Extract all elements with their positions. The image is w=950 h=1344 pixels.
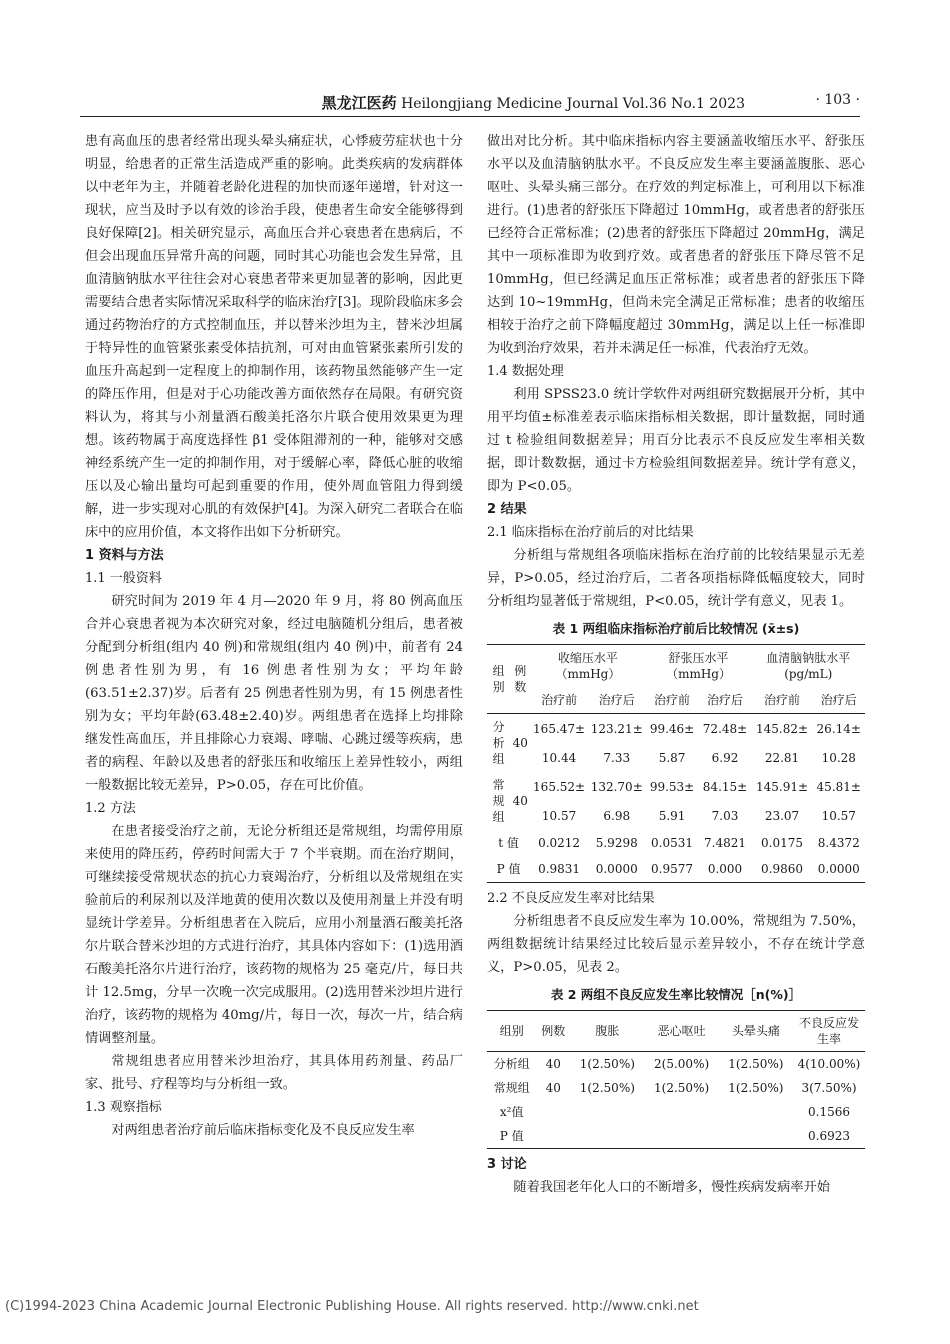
t1-cell: 0.9831	[538, 862, 581, 876]
section-1-3-heading: 1.3 观察指标	[85, 1100, 162, 1115]
t1-n: 40	[512, 794, 528, 808]
t1-group: 分析组	[492, 720, 505, 766]
t1-cell: 165.52±	[533, 779, 586, 794]
t1-after: 治疗后	[813, 687, 865, 714]
t1-cell: 123.21±	[590, 721, 643, 736]
data-processing-paragraph: 利用 SPSS23.0 统计学软件对两组研究数据展开分析，其中用平均值±标准差表示临床指标相关数据，即计量数据，同时通过 t 检验组间数据差异；用百分比表示不良反应发生率相关数据，即计数数据，通过卡方检验组间数据差异。统计学有意义，即为 P<0.05。	[487, 387, 865, 494]
t1-cell: 45.81±	[816, 779, 861, 794]
t1-cell: 6.92	[711, 750, 739, 765]
t2-cell: 1(2.50%)	[728, 1081, 784, 1095]
criteria-paragraph: 做出对比分析。其中临床指标内容主要涵盖收缩压水平、舒张压水平以及血清脑钠肽水平。不良反应发生率主要涵盖腹胀、恶心呕吐、头晕头痛三部分。在疗效的判定标准上，可利用以下标准进行。(1)患者的舒张压下降超过 10mmHg，或者患者的舒张压已经符合正常标准；(2)患者的舒张压下降超过 20mmHg，满足其中一项标准即为收到疗效。或者患者的舒张压下降尽管不足 10mmHg，但已经满足血压正常标准；或者患者的舒张压下降达到 10~19mmHg，但尚未完全满足正常标准；患者的收缩压相较于治疗之前下降幅度超过 30mmHg，满足以上任一标准即为收到治疗效果，若并未满足任一标准，代表治疗无效。	[487, 134, 865, 356]
left-column	[85, 130, 463, 1142]
t1-t-label: t 值	[498, 836, 519, 850]
t2-cell: 1(2.50%)	[579, 1057, 635, 1071]
t2-chi-label: x²值	[499, 1105, 524, 1119]
t2-cell: 1(2.50%)	[654, 1081, 710, 1095]
t1-cell: 132.70±	[590, 779, 643, 794]
table-row	[487, 1124, 865, 1149]
section-2-2-heading: 2.2 不良反应发生率对比结果	[487, 891, 655, 906]
t1-cell: 0.0212	[538, 836, 581, 850]
table-row	[487, 772, 865, 801]
t2-cell: 分析组	[493, 1057, 530, 1071]
t1-col-bnp: 血清脑钠肽水平(pg/mL)	[766, 651, 851, 681]
intro-paragraph: 患有高血压的患者经常出现头晕头痛症状，心悸疲劳症状也十分明显，给患者的正常生活造成严重的影响。此类疾病的发病群体以中老年为主，并随着老龄化进程的加快而逐年递增，针对这一现状，应当及时予以有效的诊治手段，使患者生命安全能够得到良好保障[2]。相关研究显示，高血压合并心衰患者在患病后，不但会出现血压异常升高的问题，同时其心功能也会发生异常，且血清脑钠肽水平往往会对心衰患者带来更加显著的影响，因此更需要结合患者实际情况采取科学的临床治疗[3]。现阶段临床多会通过药物治疗的方式控制血压，并以替米沙坦为主，替米沙坦属于特异性的血管紧张素受体拮抗剂，可对由血管紧张素所引发的血压升高起到一定程度上的抑制作用，该药物虽然能够产生一定的降压作用，但是对于心功能改善方面依然存在局限。有研究资料认为，将其与小剂量酒石酸美托洛尔片联合使用效果更为理想。该药物属于高度选择性 β1 受体阻滞剂的一种，能够对交感神经系统产生一定的抑制作用，对于缓解心率，降低心脏的收缩压以及心输出量均可起到重要的作用，使外周血管阻力得到缓解，进一步实现对心肌的有效保护[4]。为深入研究二者联合在临床中的应用价值，本文将作出如下分析研究。	[85, 134, 463, 540]
t2-cell: 常规组	[493, 1081, 530, 1095]
t1-cell: 0.0000	[595, 862, 638, 876]
table-2-title: 表 2 两组不良反应发生率比较情况［n(%)］	[550, 987, 802, 1002]
table-row	[487, 743, 865, 772]
t1-cell: 23.07	[764, 808, 800, 823]
table-1	[487, 644, 865, 883]
t1-cell: 10.57	[541, 808, 577, 823]
t1-cell: 0.9860	[761, 862, 803, 876]
t1-after: 治疗后	[588, 687, 646, 714]
t1-cell: 6.98	[603, 808, 631, 823]
t1-cell: 145.82±	[755, 721, 809, 736]
t2-cell: 40	[545, 1057, 561, 1071]
control-method-paragraph: 常规组患者应用替米沙坦治疗，其具体用药剂量、药品厂家、批号、疗程等均与分析组一致。	[85, 1054, 463, 1092]
table-2	[487, 1010, 865, 1149]
general-info-paragraph: 研究时间为 2019 年 4 月—2020 年 9 月，将 80 例高血压合并心衰患者视为本次研究对象，经过电脑随机分组后，患者被分配到分析组(组内 40 例)和常规组(组内 40 例)中，前者有 24 例患者性别为男，有 16 例患者性别为女；平均年龄(63.51±2.37)岁。后者有 25 例患者性别为男，有 15 例患者性别为女；平均年龄(63.48±2.40)岁。两组患者在选择上均排除继发性高血压，并且排除心力衰竭、哮喘、心跳过缓等疾病，患者的病程、年龄以及患者的舒张压和收缩压上差异性较小，两组一般数据比较无差异，P>0.05，存在可比价值。	[85, 594, 463, 793]
t1-col-sbp: 收缩压水平（mmHg）	[555, 651, 621, 681]
journal-title	[322, 92, 745, 113]
journal-name-en: Heilongjiang Medicine Journal Vol.36 No.1 2023	[401, 96, 745, 112]
t1-before: 治疗前	[646, 687, 699, 714]
t2-header: 例数	[536, 1011, 570, 1052]
section-1-4-heading: 1.4 数据处理	[487, 364, 564, 379]
t1-cell: 145.91±	[755, 779, 809, 794]
copyright-footer: (C)1994-2023 China Academic Journal Electronic Publishing House. All rights reserved. http://www.cnki.net	[5, 1299, 699, 1314]
t2-cell: 4(10.00%)	[797, 1057, 861, 1071]
observation-paragraph: 对两组患者治疗前后临床指标变化及不良反应发生率	[111, 1123, 415, 1138]
t2-header: 组别	[487, 1011, 536, 1052]
page-number: · 103 ·	[815, 92, 860, 108]
t2-cell: 2(5.00%)	[654, 1057, 710, 1071]
table-row	[487, 1076, 865, 1100]
t1-cell: 165.47±	[533, 721, 586, 736]
journal-name-cn: 黑龙江医药	[321, 94, 397, 112]
t1-cell: 5.9298	[595, 836, 638, 850]
section-2-heading: 2 结果	[487, 502, 527, 517]
t1-cell: 99.53±	[649, 779, 695, 794]
table-row	[487, 830, 865, 856]
t1-cell: 7.03	[711, 808, 739, 823]
t2-chi-value: 0.1566	[808, 1105, 850, 1119]
t1-cell: 7.33	[603, 750, 631, 765]
t2-header: 不良反应发生率	[793, 1011, 865, 1052]
t2-p-value: 0.6923	[808, 1129, 850, 1143]
t1-before: 治疗前	[752, 687, 813, 714]
t1-cell: 10.28	[821, 750, 856, 765]
table-row	[487, 1100, 865, 1124]
t1-col-n: 例数	[510, 645, 530, 714]
t2-header: 腹胀	[570, 1011, 644, 1052]
results-2-paragraph: 分析组患者不良反应发生率为 10.00%，常规组为 7.50%，两组数据统计结果经过比较后显示差异较小，不存在统计学意义，P>0.05，见表 2。	[487, 914, 865, 975]
t1-col-dbp: 舒张压水平（mmHg）	[666, 651, 731, 681]
method-paragraph: 在患者接受治疗之前，无论分析组还是常规组，均需停用原来使用的降压药，停药时间需大于 7 个半衰期。而在治疗期间，可继续接受常规状态的抗心力衰竭治疗，分析组以及常规组在实验前后的利尿剂以及洋地黄的使用次数以及使用剂量上并没有明显统计学差异。分析组患者在入院后，应用小剂量酒石酸美托洛尔片联合替米沙坦的方式进行治疗，其具体内容如下：(1)选用酒石酸美托洛尔片进行治疗，该药物的规格为 25 毫克/片，每日共计 12.5mg，分早一次晚一次完成服用。(2)选用替米沙坦片进行治疗，该药物的规格为 40mg/片，每日一次，每次一片，结合病情调整剂量。	[85, 824, 463, 1046]
t2-p-label: P 值	[499, 1129, 524, 1143]
t1-cell: 10.57	[821, 808, 856, 823]
table-row	[487, 1052, 865, 1077]
t1-cell: 0.000	[707, 862, 743, 876]
t2-header: 恶心呕吐	[644, 1011, 718, 1052]
section-1-2-heading: 1.2 方法	[85, 801, 136, 816]
t2-header: 头晕头痛	[719, 1011, 793, 1052]
t2-cell: 1(2.50%)	[579, 1081, 635, 1095]
results-1-paragraph: 分析组与常规组各项临床指标在治疗前的比较结果显示无差异，P>0.05，经过治疗后，二者各项指标降低幅度较大，同时分析组均显著低于常规组，P<0.05，统计学有意义，见表 1。	[487, 548, 865, 609]
t1-cell: 0.9577	[651, 862, 694, 876]
t1-p-label: P 值	[496, 862, 521, 876]
t1-before: 治疗前	[530, 687, 588, 714]
t2-cell: 3(7.50%)	[801, 1081, 857, 1095]
t1-cell: 5.87	[658, 750, 686, 765]
section-1-1-heading: 1.1 一般资料	[85, 571, 162, 586]
t1-cell: 7.4821	[704, 836, 747, 850]
t1-cell: 8.4372	[817, 836, 860, 850]
t1-cell: 26.14±	[816, 721, 861, 736]
discussion-paragraph: 随着我国老年化人口的不断增多，慢性疾病发病率开始	[513, 1180, 830, 1195]
t1-cell: 5.91	[658, 808, 686, 823]
t1-cell: 22.81	[764, 750, 800, 765]
running-header	[80, 92, 860, 117]
t1-cell: 0.0531	[651, 836, 694, 850]
table-row	[487, 856, 865, 883]
t2-cell: 1(2.50%)	[728, 1057, 784, 1071]
section-3-heading: 3 讨论	[487, 1157, 527, 1172]
t1-cell: 72.48±	[702, 721, 748, 736]
t1-cell: 0.0000	[817, 862, 860, 876]
t1-n: 40	[512, 736, 528, 750]
right-column	[487, 130, 865, 1199]
t1-col-group: 组别	[487, 645, 510, 714]
t1-cell: 10.44	[541, 750, 577, 765]
table-1-title: 表 1 两组临床指标治疗前后比较情况 (x̄±s)	[552, 621, 800, 636]
t1-group: 常规组	[492, 778, 505, 824]
t1-cell: 0.0175	[761, 836, 803, 850]
section-1-heading: 1 资料与方法	[85, 548, 164, 563]
t1-after: 治疗后	[699, 687, 752, 714]
table-row	[487, 714, 865, 744]
table-row	[487, 801, 865, 830]
section-2-1-heading: 2.1 临床指标在治疗前后的对比结果	[487, 525, 694, 540]
t1-cell: 99.46±	[649, 721, 695, 736]
t1-cell: 84.15±	[702, 779, 748, 794]
t2-cell: 40	[545, 1081, 561, 1095]
